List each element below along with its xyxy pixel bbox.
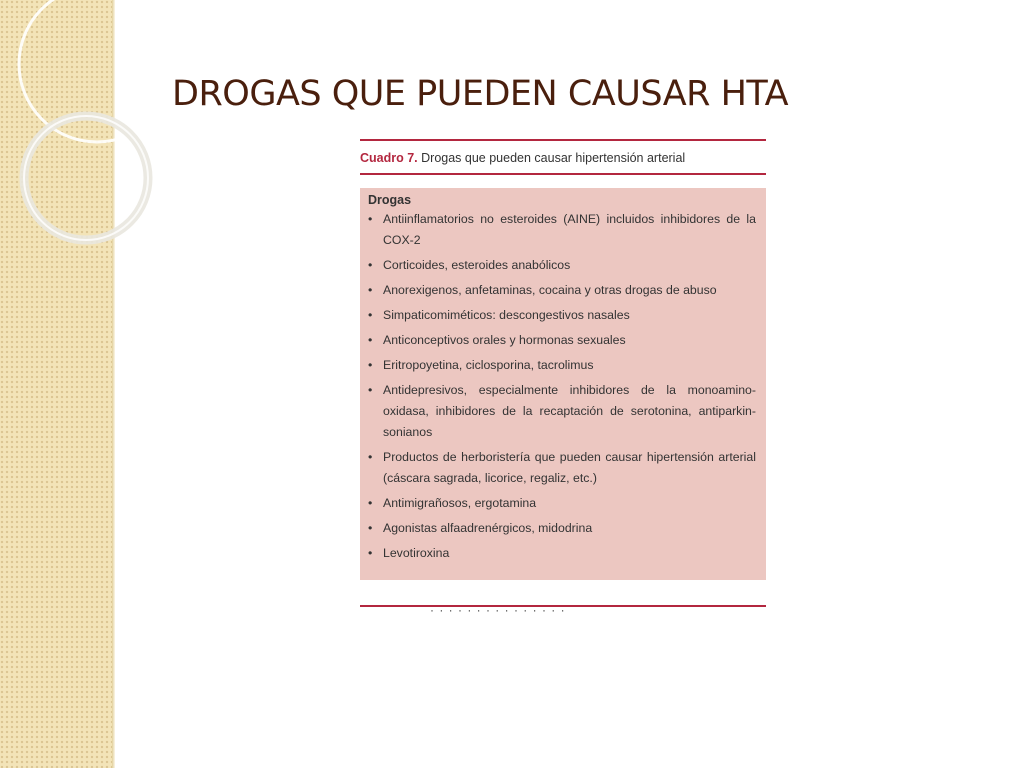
caption-rule	[360, 173, 766, 175]
list-item-text: Levotiroxina	[383, 546, 450, 560]
list-item-text: Eritropoyetina, ciclosporina, tacrolimus	[383, 358, 594, 372]
list-item	[368, 543, 756, 564]
list-item	[368, 380, 756, 443]
bullet-icon: •	[368, 383, 373, 397]
bullet-icon: •	[368, 308, 373, 322]
bullet-icon: •	[368, 333, 373, 347]
caption-label: Cuadro 7.	[360, 151, 418, 165]
bullet-icon: •	[368, 258, 373, 272]
list-item	[368, 518, 756, 539]
caption-text: Drogas que pueden causar hipertensión arterial	[417, 151, 686, 165]
figure-caption	[360, 141, 766, 173]
bullet-icon: •	[368, 450, 373, 464]
slide-title: DROGAS QUE PUEDEN CAUSAR HTA	[172, 74, 789, 114]
list-item	[368, 447, 756, 489]
list-item-text: Antidepresivos, especialmente inhibidores de la monoamino-oxidasa, inhibidores de la recaptación de serotonina, antiparkin-sonianos	[383, 383, 756, 439]
bullet-icon: •	[368, 212, 373, 226]
bullet-icon: •	[368, 496, 373, 510]
list-item	[368, 355, 756, 376]
list-item-text: Agonistas alfaadrenérgicos, midodrina	[383, 521, 593, 535]
list-item-text: Corticoides, esteroides anabólicos	[383, 258, 571, 272]
drug-table-figure	[360, 139, 766, 580]
list-item	[368, 493, 756, 514]
list-item	[368, 280, 756, 301]
list-item-text: Antimigrañosos, ergotamina	[383, 496, 537, 510]
bullet-icon: •	[368, 283, 373, 297]
list-item-text: Anorexigenos, anfetaminas, cocaina y otras drogas de abuso	[383, 283, 717, 297]
bullet-icon: •	[368, 358, 373, 372]
list-item	[368, 209, 756, 251]
drug-list	[368, 209, 756, 564]
decorative-rings-icon	[0, 0, 130, 260]
drug-table	[360, 188, 766, 580]
list-item	[368, 255, 756, 276]
list-item-text: Antiinflamatorios no esteroides (AINE) incluidos inhibidores de la COX-2	[383, 212, 756, 247]
list-item	[368, 330, 756, 351]
bullet-icon: •	[368, 546, 373, 560]
cut-off-text: · · · · · · · · · · · · · · ·	[430, 603, 566, 617]
list-item-text: Simpaticomiméticos: descongestivos nasales	[383, 308, 630, 322]
list-item-text: Anticonceptivos orales y hormonas sexuales	[383, 333, 626, 347]
table-column-header: Drogas	[368, 193, 412, 207]
bullet-icon: •	[368, 521, 373, 535]
list-item-text: Productos de herboristería que pueden causar hipertensión arterial (cáscara sagrada, licorice, regaliz, etc.)	[383, 450, 756, 485]
list-item	[368, 305, 756, 326]
